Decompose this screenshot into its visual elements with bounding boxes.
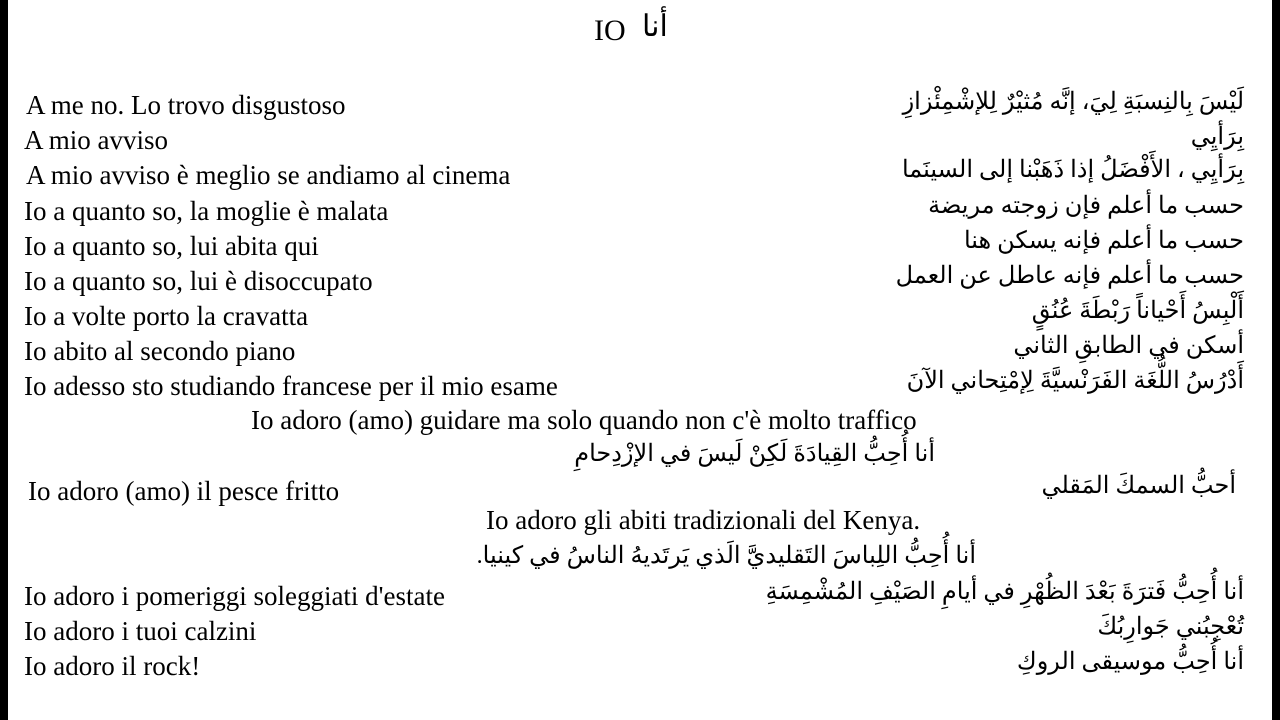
arabic-line: لَيْسَ بِالنِسبَةِ لِيَ، إنَّه مُثيْرٌ لِلإشْمِئْزازِ bbox=[902, 89, 1244, 115]
arabic-line: أنا أُحِبُّ موسيقى الروكِ bbox=[1016, 649, 1244, 675]
arabic-line-centered: أنا أُحِبُّ اللِباسَ التَقليديَّ الَذي يَرتَديهُ الناسُ في كينيا. bbox=[476, 543, 976, 569]
arabic-line: حسب ما أعلم فإنه يسكن هنا bbox=[963, 228, 1244, 254]
arabic-line: أَدْرُسُ اللُّغَة الفَرَنْسيَّةَ لِإمْتِحاني الآنَ bbox=[906, 368, 1244, 394]
title-arabic: أنا bbox=[642, 10, 668, 43]
italian-line: Io adoro il rock! bbox=[24, 651, 201, 681]
italian-line: Io adoro i tuoi calzini bbox=[24, 616, 257, 646]
page-title bbox=[594, 16, 626, 46]
italian-line: Io a volte porto la cravatta bbox=[24, 301, 309, 331]
document-page bbox=[8, 0, 1272, 720]
arabic-line: أحبُّ السمكَ المَقلي bbox=[1041, 473, 1236, 499]
italian-line: Io a quanto so, lui è disoccupato bbox=[24, 266, 373, 296]
arabic-line: بِرَأيِي bbox=[1190, 124, 1244, 150]
italian-line: Io adoro i pomeriggi soleggiati d'estate bbox=[24, 581, 446, 611]
italian-line: A mio avviso è meglio se andiamo al cinema bbox=[26, 160, 511, 190]
arabic-line: بِرَأيِي ، الأَفْضَلُ إذا ذَهَبْنا إلى السينَما bbox=[901, 157, 1244, 183]
arabic-line: أسكن في الطابقِ الثاني bbox=[1013, 333, 1244, 359]
italian-line: A me no. Lo trovo disgustoso bbox=[26, 90, 346, 120]
italian-line-centered: Io adoro (amo) guidare ma solo quando non c'è molto traffico bbox=[251, 405, 917, 435]
arabic-line: أنا أُحِبُّ فَترَةَ بَعْدَ الظُهْرِ في أيامِ الصَيْفِ المُشْمِسَةِ bbox=[765, 579, 1244, 605]
arabic-line: حسب ما أعلم فإنه عاطل عن العمل bbox=[895, 263, 1244, 289]
italian-line: Io adesso sto studiando francese per il mio esame bbox=[24, 371, 558, 401]
italian-line: A mio avviso bbox=[24, 125, 169, 155]
arabic-line: حسب ما أعلم فإن زوجته مريضة bbox=[928, 193, 1244, 219]
arabic-line: أَلْبِسُ أَحْياناً رَبْطَةَ عُنُقٍ bbox=[1031, 298, 1244, 324]
arabic-line-centered: أنا أُحِبُّ القِيادَةَ لَكِنْ لَيسَ في الإزْدِحامِ bbox=[574, 441, 935, 467]
italian-line: Io a quanto so, la moglie è malata bbox=[24, 196, 389, 226]
italian-line: Io adoro (amo) il pesce fritto bbox=[28, 476, 340, 506]
title-latin: IO bbox=[594, 14, 626, 47]
arabic-line: تُعْجِبُني جَوارِبُكَ bbox=[1097, 614, 1244, 640]
italian-line: Io abito al secondo piano bbox=[24, 336, 296, 366]
italian-line: Io a quanto so, lui abita qui bbox=[24, 231, 319, 261]
italian-line-centered: Io adoro gli abiti tradizionali del Kenya. bbox=[486, 505, 921, 535]
